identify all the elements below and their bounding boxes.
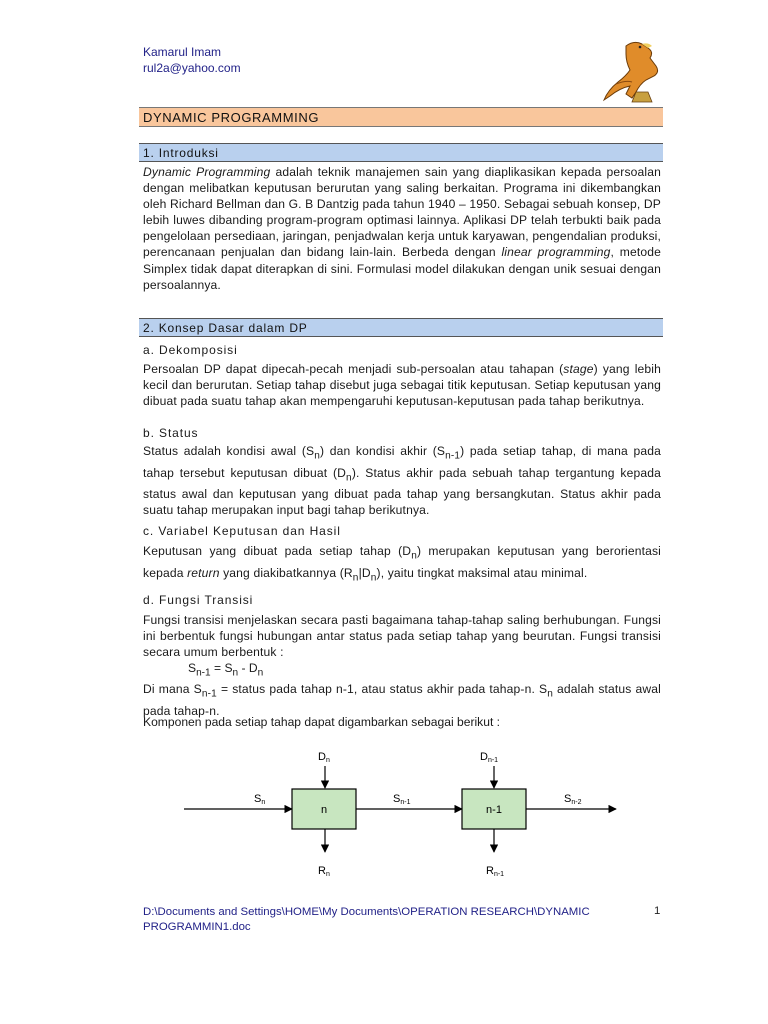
keputusan-text-2: ) merupakan keputusan yang berorientasi kepada [143, 544, 662, 580]
section-1-paragraph [143, 164, 661, 293]
section-1-heading: 1. Introduksi [143, 146, 219, 160]
label-r-n [318, 865, 330, 878]
stage-box-n-1-label: n-1 [486, 804, 502, 816]
keputusan-text-4: |D [358, 565, 371, 580]
keputusan-text-3: yang diakibatkannya (R [219, 565, 353, 580]
explain-text-1: Di mana S [143, 682, 202, 696]
status-sub-3: n [346, 471, 352, 483]
explain-sub-2: n [547, 688, 554, 700]
stage-box-n-label: n [320, 804, 328, 816]
author-email: rul2a@yahoo.com [143, 61, 241, 75]
intro-text-b: , metode Simplex tidak dapat diterapkan di sini. Formulasi model dilakukan dengan unik sesuai dengan persoalannya. [143, 245, 662, 292]
subsection-d-heading: d. Fungsi Transisi [143, 593, 254, 607]
section-2-heading-bar [139, 318, 663, 337]
label-s-n1-sub: n-1 [400, 799, 411, 806]
label-d-n-main: D [318, 751, 326, 763]
formula-sub-1: n-1 [196, 667, 211, 679]
subsection-b-heading: b. Status [143, 426, 199, 440]
explain-text-3: adalah status awal pada tahap-n. [143, 682, 661, 718]
footer-file-path: D:\Documents and Settings\HOME\My Documents\OPERATION RESEARCH\DYNAMIC PROGRAMMIN1.doc [143, 906, 590, 933]
dekomposisi-text-1: Persoalan DP dapat dipecah-pecah menjadi sub-persoalan atau tahapan ( [143, 362, 564, 376]
label-d-n-sub: n [325, 757, 330, 764]
label-s-n2-main: S [564, 793, 572, 805]
label-s-n1 [393, 793, 411, 806]
keputusan-text-5: ), yaitu tingkat maksimal atau minimal. [376, 565, 588, 580]
status-sub-2: n-1 [445, 450, 461, 462]
label-r-n1-sub: n-1 [493, 871, 505, 878]
label-d-n1-main: D [480, 751, 488, 763]
label-s-n [254, 793, 265, 806]
page-number: 1 [654, 905, 661, 917]
keputusan-sub-2: n [352, 571, 359, 583]
status-sub-1: n [314, 450, 320, 462]
author-name: Kamarul Imam [143, 45, 222, 59]
label-r-n-sub: n [325, 871, 330, 878]
status-text-4: ). Status akhir pada sebuah tahap tergantung kepada status awal dan keputusan yang dibuat pada tahap yang bersangkutan. Status akhir pada suatu tahap merupakan input bagi tahap berikutnya. [143, 465, 661, 518]
label-r-n-main: R [318, 865, 326, 877]
section-1-heading-bar [139, 143, 663, 162]
label-s-n2 [564, 793, 582, 806]
subsection-c-heading: c. Variabel Keputusan dan Hasil [143, 524, 341, 538]
document-title-bar [139, 107, 663, 127]
keputusan-sub-3: n [370, 571, 377, 583]
subsection-c-paragraph [143, 543, 661, 586]
formula-sub-3: n [257, 667, 264, 679]
label-d-n1-sub: n-1 [487, 757, 499, 764]
lp-italic-term: linear programming [501, 245, 611, 260]
label-s-n-sub: n [261, 799, 266, 806]
document-title: DYNAMIC PROGRAMMING [143, 110, 320, 125]
label-s-n-main: S [254, 793, 262, 805]
label-r-n1-main: R [486, 865, 494, 877]
subsection-b-paragraph [143, 443, 661, 518]
label-d-n1 [480, 751, 498, 764]
label-d-n [318, 751, 330, 764]
status-text-3: ) pada setiap tahap, di mana pada tahap tersebut keputusan dibuat (D [143, 444, 661, 480]
keputusan-text-1: Keputusan yang dibuat pada setiap tahap (D [143, 544, 412, 558]
author-block [143, 44, 241, 76]
subsection-d-paragraph: Fungsi transisi menjelaskan secara pasti bagaimana tahap-tahap saling berhubungan. Fungsi ini berbentuk fungsi hubungan antar status pada setiap tahap yang beurutan. Fungsi transisi secara umum berbentuk : [143, 613, 661, 660]
formula-minus: - D [238, 661, 258, 675]
transition-formula [188, 660, 263, 681]
stage-diagram [0, 740, 768, 890]
status-text-1: Status adalah kondisi awal (S [143, 444, 315, 458]
intro-italic-term: Dynamic Programming [143, 165, 271, 179]
formula-explanation [143, 681, 661, 719]
status-text-2: ) dan kondisi akhir (S [320, 444, 446, 458]
subsection-a-heading: a. Dekomposisi [143, 343, 238, 357]
label-s-n2-sub: n-2 [571, 799, 582, 806]
return-italic-term: return [187, 565, 220, 580]
formula-eq: = S [210, 661, 233, 675]
eagle-logo [596, 36, 670, 106]
formula-sub-2: n [232, 667, 239, 679]
explain-sub-1: n-1 [201, 688, 217, 700]
intro-text-a: adalah teknik manajemen sain yang diaplikasikan kepada persoalan dengan melibatkan keputusan berurutan yang saling berkaitan. Programa ini dikembangkan oleh Richard Bellman dan G. B Dantzig pada tahun 1940 – 1950. Sebagai sebuah konsep, DP lebih luwes dibanding program-program optimasi lainnya. Aplikasi DP telah terbukti baik pada pengelolaan persediaan, jaringan, penjadwalan kerja untuk karyawan, pengendalian produksi, perencanaan penjualan dan bidang lain-lain. Berbeda dengan [143, 165, 661, 260]
formula-s: S [188, 661, 197, 675]
label-r-n1 [486, 865, 504, 878]
label-s-n1-main: S [393, 793, 401, 805]
section-2-heading: 2. Konsep Dasar dalam DP [143, 321, 308, 335]
stage-italic-term: stage [563, 362, 594, 376]
subsection-a-paragraph [143, 361, 661, 409]
dekomposisi-text-2: ) yang lebih kecil dan berurutan. Setiap tahap disebut juga sebagai titik keputusan. Setiap keputusan yang dibuat pada suatu tahap akan mempengaruhi keputusan-keputusan pada tahap berikutnya. [143, 362, 661, 409]
keputusan-sub-1: n [411, 550, 417, 562]
komponen-line: Komponen pada setiap tahap dapat digambarkan sebagai berikut : [143, 715, 501, 729]
explain-text-2: = status pada tahap n-1, atau status akhir pada tahap-n. S [216, 682, 548, 696]
